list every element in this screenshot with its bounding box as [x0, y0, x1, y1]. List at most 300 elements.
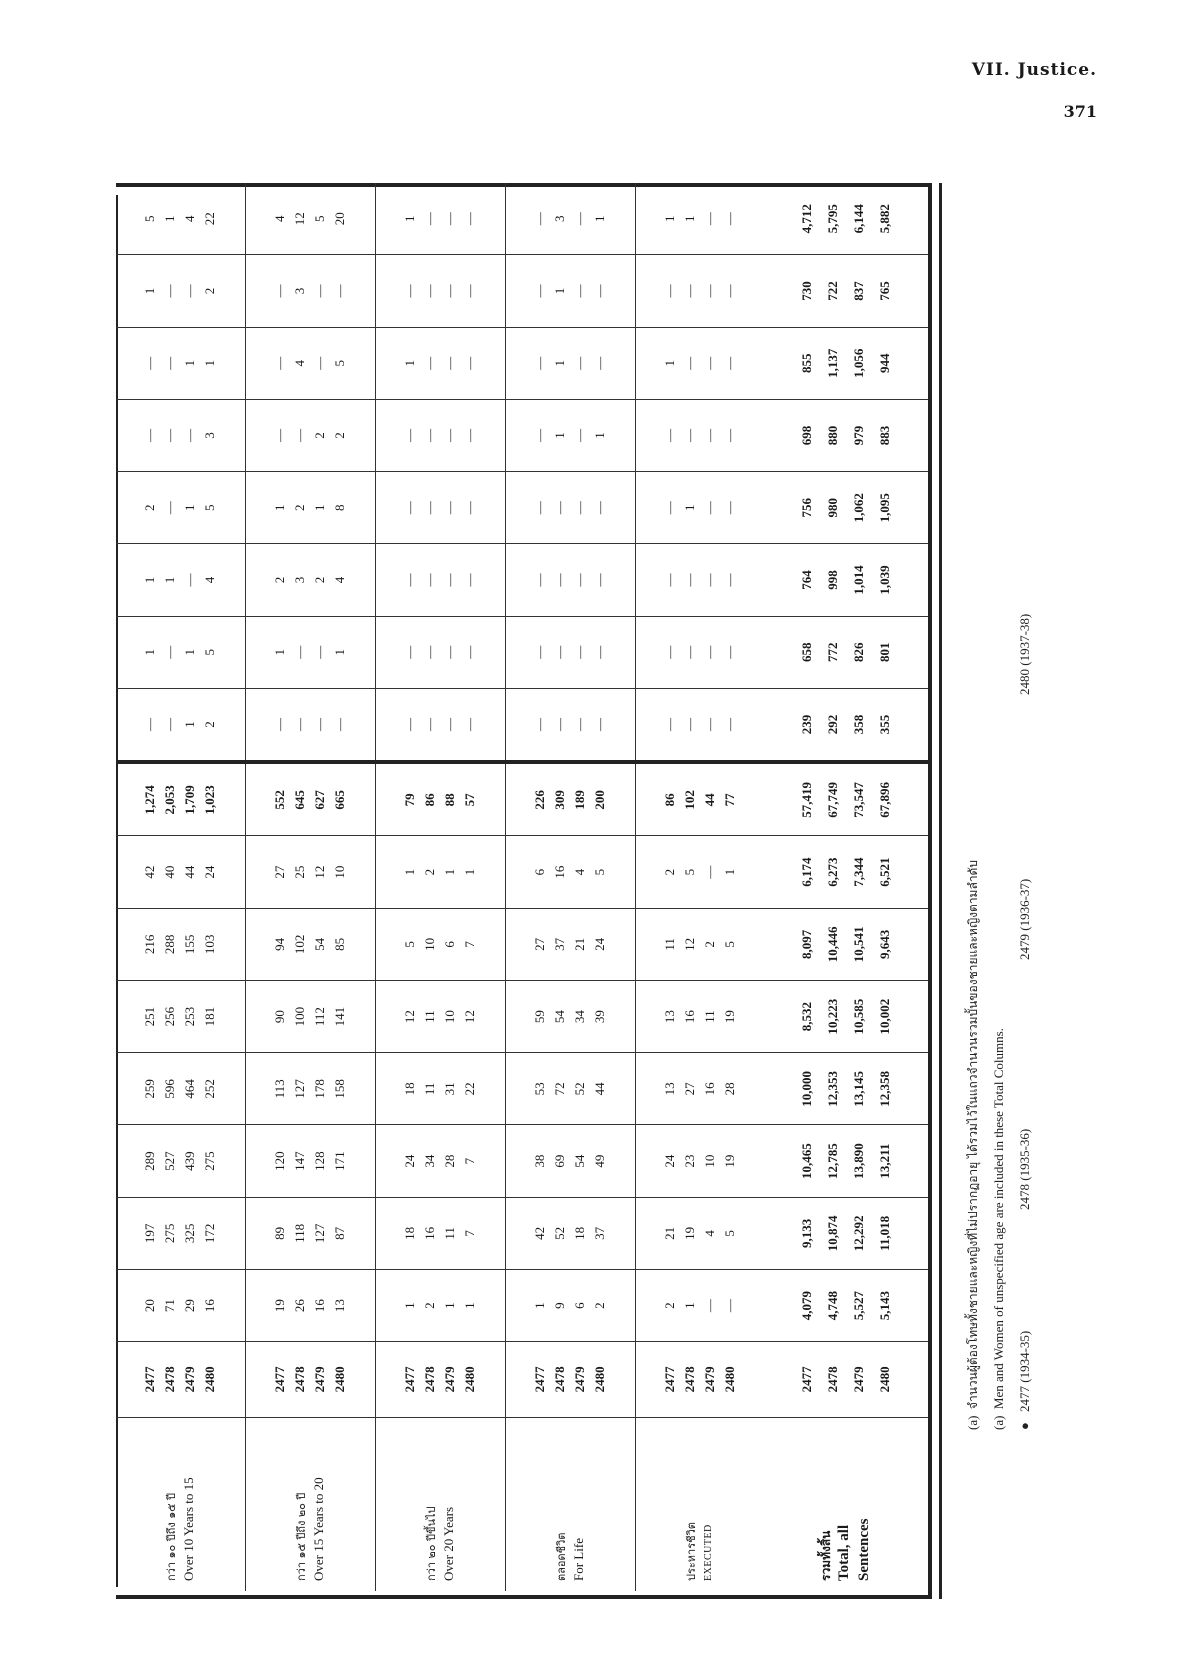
cell-value: 2: [312, 576, 328, 584]
cell-value: —: [182, 573, 198, 587]
data-cell: [245, 616, 375, 688]
cell-value: 11: [422, 1082, 438, 1096]
cell-value: 3: [202, 432, 218, 439]
cell-value: 1: [202, 360, 218, 367]
cell-value: —: [592, 645, 608, 659]
cell-value: 4: [332, 576, 348, 584]
total-value: 12,292: [851, 1215, 867, 1252]
cell-value: 259: [142, 1079, 158, 1099]
cell-value: 128: [312, 1151, 328, 1171]
cell-value: 1: [552, 360, 568, 367]
year-value: 2478: [825, 1366, 841, 1393]
data-cell: [116, 1125, 245, 1197]
cell-value: 2: [422, 868, 438, 876]
data-cell: [375, 255, 505, 327]
cell-value: —: [442, 356, 458, 370]
cell-value: —: [682, 429, 698, 443]
data-cell: [505, 1269, 635, 1341]
total-value: 6,174: [799, 857, 815, 887]
cell-value: —: [702, 501, 718, 515]
cell-value: 309: [552, 790, 568, 810]
year-value: 2480: [592, 1366, 608, 1393]
data-cell: [245, 183, 375, 255]
total-value: 801: [877, 642, 893, 663]
cell-value: —: [272, 284, 288, 298]
cell-value: 10: [442, 1010, 458, 1024]
cell-value: 12: [312, 865, 328, 879]
total-value: 883: [877, 425, 893, 446]
total-value: 998: [825, 570, 841, 590]
cell-value: 665: [332, 790, 348, 810]
total-value: 10,223: [825, 998, 841, 1035]
year-value: 2479: [442, 1366, 458, 1393]
data-cell: [375, 616, 505, 688]
cell-value: 289: [142, 1151, 158, 1171]
cell-value: —: [722, 212, 738, 226]
cell-value: 1: [402, 360, 418, 367]
cell-value: 1,274: [142, 785, 158, 815]
cell-value: 94: [272, 937, 288, 951]
total-cell: [765, 836, 928, 908]
cell-value: 24: [402, 1154, 418, 1168]
cell-value: 171: [332, 1151, 348, 1171]
cell-value: 1: [182, 504, 198, 512]
total-cell: [765, 183, 928, 255]
cell-value: 288: [162, 934, 178, 955]
cell-value: —: [272, 429, 288, 443]
data-cell: [116, 255, 245, 327]
cell-value: 9: [552, 1302, 568, 1309]
cell-value: 77: [722, 793, 738, 807]
sentences-table-rotated: [116, 183, 928, 1591]
cell-value: 1: [272, 504, 288, 512]
cell-value: 54: [552, 1010, 568, 1024]
total-value: 980: [825, 498, 841, 518]
data-cell: [116, 327, 245, 399]
cell-value: 44: [592, 1082, 608, 1096]
cell-value: —: [272, 356, 288, 370]
cell-value: —: [462, 573, 478, 587]
cell-value: —: [592, 356, 608, 370]
cell-value: 57: [462, 793, 478, 807]
cell-value: 19: [682, 1226, 698, 1240]
cell-value: 18: [402, 1082, 418, 1096]
cell-value: 256: [162, 1006, 178, 1027]
data-cell: [116, 472, 245, 544]
table-row: [635, 183, 764, 1591]
cell-value: 27: [682, 1082, 698, 1096]
cell-value: 5: [312, 215, 328, 222]
cell-value: —: [162, 356, 178, 370]
cell-value: —: [702, 573, 718, 587]
cell-value: 13: [662, 1010, 678, 1024]
data-cell: [375, 183, 505, 255]
cell-value: 42: [532, 1226, 548, 1240]
cell-value: 4: [572, 868, 588, 876]
cell-value: 1: [592, 215, 608, 222]
row-label-thai: กว่า ๑๕ ปีถึง ๒๐ ปี: [294, 1492, 308, 1581]
cell-value: 24: [202, 865, 218, 879]
totals-label-english-1: Total, all: [836, 1524, 853, 1581]
cell-value: —: [442, 573, 458, 587]
cell-value: 37: [592, 1226, 608, 1240]
cell-value: 5: [142, 215, 158, 222]
cell-value: —: [592, 573, 608, 587]
cell-value: 13: [332, 1299, 348, 1313]
year-value: 2477: [662, 1366, 678, 1393]
data-cell: [375, 399, 505, 471]
cell-value: 59: [532, 1010, 548, 1024]
footnote-thai-marker: (a): [965, 1415, 980, 1430]
cell-value: 40: [162, 865, 178, 879]
year-value: 2477: [142, 1366, 158, 1393]
cell-value: —: [402, 718, 418, 732]
total-value: 837: [851, 281, 867, 301]
cell-value: 1: [552, 287, 568, 295]
total-value: 5,143: [877, 1290, 893, 1321]
cell-value: 1: [332, 649, 348, 656]
cell-value: 5: [722, 941, 738, 948]
cell-value: 4: [272, 215, 288, 222]
cell-value: —: [462, 645, 478, 659]
cell-value: 6: [442, 941, 458, 948]
data-cell: [505, 327, 635, 399]
total-cell: [765, 1197, 928, 1269]
cell-value: 1: [402, 1302, 418, 1309]
cell-value: —: [162, 718, 178, 732]
cell-value: —: [722, 1299, 738, 1313]
total-value: 880: [825, 425, 841, 446]
total-value: 5,527: [851, 1290, 867, 1321]
sentences-table: [116, 183, 928, 1591]
cell-value: 1,023: [202, 785, 218, 815]
total-value: 1,056: [851, 348, 867, 378]
data-cell: [635, 836, 764, 908]
cell-value: 1: [442, 1302, 458, 1309]
cell-value: 103: [202, 934, 218, 955]
year-cell: [116, 1342, 245, 1417]
total-value: 1,062: [851, 493, 867, 523]
year-value: 2478: [162, 1366, 178, 1393]
data-cell: [505, 1197, 635, 1269]
cell-value: 464: [182, 1079, 198, 1099]
cell-value: —: [702, 212, 718, 226]
cell-value: 12: [292, 212, 308, 226]
data-cell: [505, 762, 635, 836]
data-cell: [375, 327, 505, 399]
cell-value: 189: [572, 790, 588, 810]
cell-value: 18: [572, 1226, 588, 1240]
cell-value: 24: [592, 937, 608, 951]
cell-value: 69: [552, 1154, 568, 1168]
cell-value: 5: [402, 941, 418, 948]
table-row: [245, 183, 375, 1591]
cell-value: —: [552, 645, 568, 659]
data-cell: [505, 688, 635, 762]
data-cell: [505, 1053, 635, 1125]
data-cell: [375, 1269, 505, 1341]
cell-value: 275: [162, 1223, 178, 1244]
year-cell: [505, 1342, 635, 1417]
cell-value: 11: [662, 938, 678, 951]
data-cell: [245, 399, 375, 471]
cell-value: —: [702, 1299, 718, 1313]
total-value: 9,133: [799, 1218, 815, 1248]
cell-value: —: [532, 212, 548, 226]
row-label-thai: กว่า ๑๐ ปีถึง ๑๕ ปี: [164, 1493, 178, 1581]
cell-value: 2,053: [162, 785, 178, 815]
data-cell: [635, 908, 764, 980]
cell-value: —: [332, 284, 348, 298]
total-cell: [765, 327, 928, 399]
row-label-english: For Life: [570, 1538, 586, 1581]
cell-value: 18: [402, 1226, 418, 1240]
total-value: 4,748: [825, 1290, 841, 1321]
total-value: 944: [877, 353, 893, 374]
footnote-thai-text: จำนวนผู้ต้องโทษทั้งชายและหญิงที่ไม่ปรากฏอายุ ได้รวมไว้ในแถวจำนวนรวมบั้นของชายและหญิงตามลำดับ: [966, 860, 980, 1410]
row-label-english: EXECUTED: [702, 1524, 714, 1581]
table-row: [116, 183, 245, 1591]
cell-value: 4: [702, 1230, 718, 1237]
cell-value: —: [162, 284, 178, 298]
cell-value: 1: [682, 1302, 698, 1309]
footnote-english-marker: (a): [991, 1415, 1006, 1430]
cell-value: —: [312, 645, 328, 659]
cell-value: 27: [532, 937, 548, 951]
cell-value: 27: [272, 865, 288, 879]
total-cell: [765, 908, 928, 980]
cell-value: 44: [182, 865, 198, 879]
data-cell: [375, 1125, 505, 1197]
cell-value: 113: [272, 1079, 288, 1099]
cell-value: 158: [332, 1079, 348, 1099]
cell-value: —: [532, 284, 548, 298]
cell-value: 197: [142, 1223, 158, 1244]
cell-value: —: [702, 865, 718, 879]
cell-value: 86: [662, 793, 678, 807]
cell-value: —: [442, 501, 458, 515]
cell-value: —: [442, 212, 458, 226]
cell-value: —: [702, 718, 718, 732]
total-cell: [765, 980, 928, 1052]
cell-value: 2: [312, 432, 328, 439]
cell-value: —: [662, 645, 678, 659]
cell-value: 53: [532, 1082, 548, 1096]
cell-value: 216: [142, 934, 158, 955]
total-value: 6,273: [825, 857, 841, 887]
cell-value: 16: [422, 1226, 438, 1240]
total-value: 756: [799, 498, 815, 518]
cell-value: 11: [422, 1010, 438, 1023]
section-title: VII. Justice.: [971, 60, 1097, 80]
row-label-english: Over 20 Years: [440, 1506, 456, 1581]
cell-value: —: [442, 718, 458, 732]
cell-value: 22: [202, 212, 218, 226]
cell-value: 19: [272, 1299, 288, 1313]
cell-value: 1: [142, 287, 158, 295]
year-legend-1: 2477 (1934-35): [1017, 1330, 1032, 1412]
cell-value: 127: [312, 1223, 328, 1244]
data-cell: [245, 255, 375, 327]
cell-value: 20: [142, 1299, 158, 1313]
total-value: 10,874: [825, 1215, 841, 1252]
data-cell: [245, 836, 375, 908]
data-cell: [116, 616, 245, 688]
cell-value: 86: [422, 793, 438, 807]
total-value: 8,097: [799, 929, 815, 959]
total-value: 67,896: [877, 781, 893, 818]
cell-value: 34: [572, 1010, 588, 1024]
cell-value: 1: [142, 649, 158, 656]
total-value: 855: [799, 353, 815, 374]
year-value: 2478: [552, 1366, 568, 1393]
cell-value: 325: [182, 1223, 198, 1244]
cell-value: 6: [572, 1302, 588, 1309]
total-value: 13,211: [877, 1143, 893, 1179]
cell-value: —: [702, 429, 718, 443]
year-value: 2480: [722, 1366, 738, 1393]
total-value: 12,785: [825, 1143, 841, 1179]
row-label-thai: ประหารชีวิต: [684, 1522, 698, 1581]
page-header: [972, 60, 1097, 121]
data-cell: [635, 327, 764, 399]
cell-value: 24: [662, 1154, 678, 1168]
data-cell: [505, 399, 635, 471]
data-cell: [116, 1197, 245, 1269]
total-value: 358: [851, 714, 867, 735]
cell-value: —: [532, 429, 548, 443]
year-value: 2479: [182, 1366, 198, 1393]
total-value: 10,446: [825, 926, 841, 963]
year-value: 2480: [462, 1366, 478, 1393]
cell-value: 1: [462, 868, 478, 876]
cell-value: —: [552, 501, 568, 515]
cell-value: —: [462, 718, 478, 732]
total-value: 4,079: [799, 1290, 815, 1321]
cell-value: 147: [292, 1151, 308, 1171]
year-value: 2479: [851, 1366, 867, 1393]
cell-value: 1: [312, 504, 328, 512]
cell-value: —: [572, 645, 588, 659]
cell-value: 22: [462, 1082, 478, 1096]
cell-value: 596: [162, 1079, 178, 1099]
data-cell: [245, 472, 375, 544]
data-cell: [635, 1053, 764, 1125]
total-value: 8,532: [799, 1001, 815, 1032]
row-label-english: Over 15 Years to 20: [310, 1477, 326, 1581]
cell-value: —: [662, 284, 678, 298]
data-cell: [245, 1053, 375, 1125]
data-cell: [245, 762, 375, 836]
year-value: 2480: [202, 1366, 218, 1393]
total-value: 10,585: [851, 998, 867, 1035]
data-cell: [375, 544, 505, 616]
cell-value: 226: [532, 790, 548, 810]
row-label: [635, 1417, 764, 1591]
total-value: 772: [825, 642, 841, 663]
total-value: 1,039: [877, 565, 893, 595]
cell-value: 31: [442, 1082, 458, 1096]
cell-value: —: [142, 356, 158, 370]
cell-value: 7: [462, 1157, 478, 1165]
total-value: 1,014: [851, 565, 867, 595]
cell-value: 100: [292, 1006, 308, 1027]
cell-value: —: [682, 718, 698, 732]
cell-value: 102: [292, 934, 308, 955]
cell-value: 1: [272, 649, 288, 656]
data-cell: [116, 836, 245, 908]
cell-value: 90: [272, 1010, 288, 1024]
cell-value: —: [162, 645, 178, 659]
cell-value: —: [722, 429, 738, 443]
total-value: 10,002: [877, 998, 893, 1035]
cell-value: —: [722, 501, 738, 515]
cell-value: —: [462, 501, 478, 515]
cell-value: —: [662, 718, 678, 732]
cell-value: 1: [162, 215, 178, 222]
cell-value: —: [682, 573, 698, 587]
cell-value: —: [722, 645, 738, 659]
footnotes: [960, 560, 1038, 1430]
data-cell: [245, 908, 375, 980]
data-cell: [635, 1269, 764, 1341]
cell-value: 1: [682, 504, 698, 512]
cell-value: 10: [702, 1154, 718, 1168]
cell-value: 11: [442, 1227, 458, 1240]
cell-value: —: [292, 718, 308, 732]
year-value: 2478: [682, 1366, 698, 1393]
cell-value: 118: [292, 1223, 308, 1243]
footnote-year-legend: [1012, 560, 1038, 1430]
cell-value: 5: [202, 504, 218, 512]
cell-value: 178: [312, 1079, 328, 1099]
cell-value: 1: [552, 432, 568, 439]
cell-value: 42: [142, 865, 158, 879]
year-value: 2477: [532, 1366, 548, 1393]
cell-value: 28: [442, 1154, 458, 1168]
cell-value: —: [572, 284, 588, 298]
year-cell: [245, 1342, 375, 1417]
cell-value: —: [532, 718, 548, 732]
cell-value: —: [462, 212, 478, 226]
table-row: [505, 183, 635, 1591]
cell-value: 275: [202, 1151, 218, 1171]
cell-value: 1: [182, 360, 198, 367]
data-cell: [245, 1269, 375, 1341]
cell-value: 1: [162, 576, 178, 584]
data-cell: [635, 183, 764, 255]
cell-value: 2: [202, 287, 218, 295]
cell-value: —: [572, 573, 588, 587]
cell-value: —: [462, 429, 478, 443]
cell-value: 72: [552, 1082, 568, 1096]
year-value: 2477: [799, 1366, 815, 1393]
total-value: 10,541: [851, 926, 867, 963]
table-row: [375, 183, 505, 1591]
data-cell: [505, 183, 635, 255]
data-cell: [245, 544, 375, 616]
cell-value: —: [422, 501, 438, 515]
total-value: 239: [799, 714, 815, 735]
data-cell: [635, 688, 764, 762]
cell-value: —: [422, 429, 438, 443]
cell-value: —: [702, 645, 718, 659]
year-value: 2477: [402, 1366, 418, 1393]
cell-value: 181: [202, 1006, 218, 1027]
cell-value: 141: [332, 1006, 348, 1027]
total-value: 292: [825, 714, 841, 735]
row-label: [375, 1417, 505, 1591]
